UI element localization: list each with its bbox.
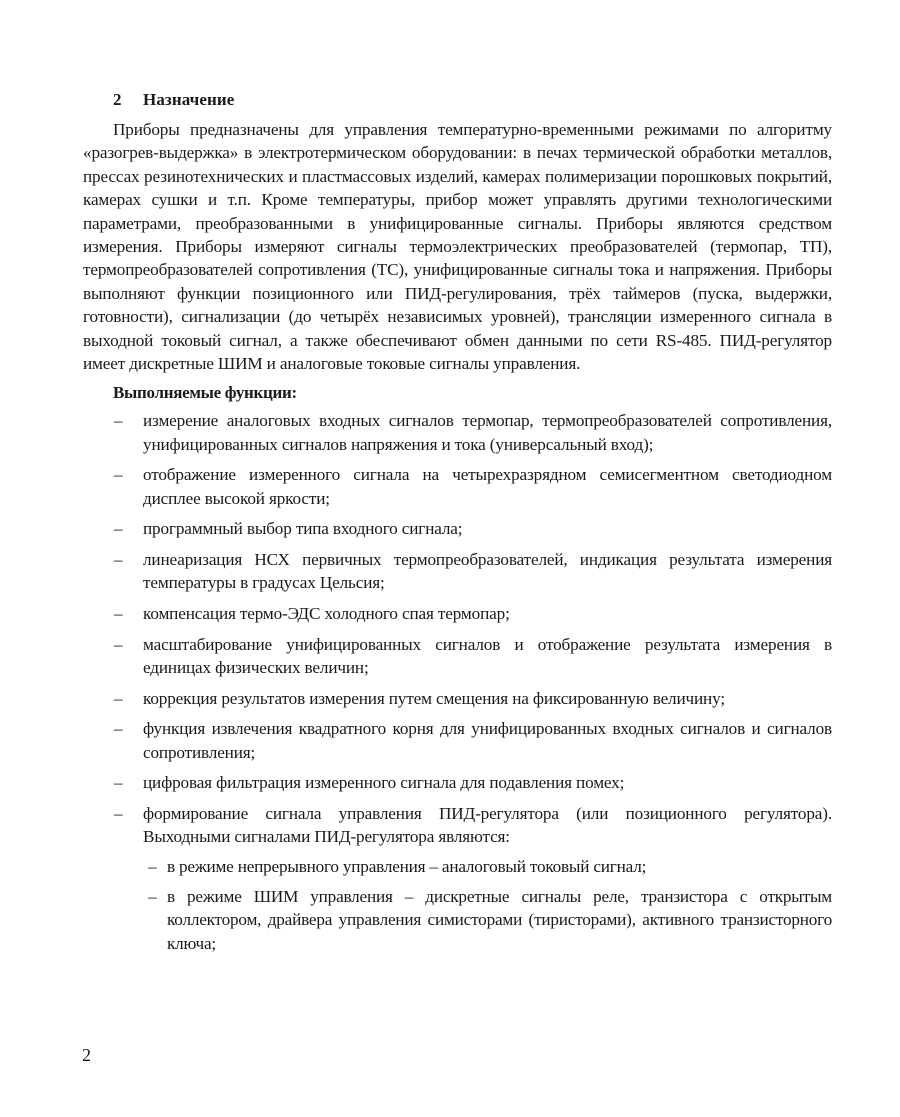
- list-item: – функция извлечения квадратного корня для унифицированных входных сигналов и сигналов сопротивления;: [114, 719, 832, 762]
- sublist-item: – в режиме непрерывного управления – аналоговый токовый сигнал;: [143, 855, 832, 878]
- dash-bullet: –: [114, 519, 123, 539]
- list-item: – коррекция результатов измерения путем смещения на фиксированную величину;: [83, 687, 832, 710]
- sublist-item: – в режиме ШИМ управления – дискретные сигналы реле, транзистора с открытым коллектором, драйвера управления симисторами (тиристорами), активного транзисторного ключа;: [148, 887, 832, 953]
- output-signals-sublist: [143, 855, 832, 956]
- section-number: 2: [113, 90, 122, 109]
- list-item: – отображение измеренного сигнала на четырехразрядном семисегментном светодиодном дисплее высокой яркости;: [114, 465, 832, 508]
- page-number: 2: [82, 1045, 91, 1065]
- list-item: – масштабирование унифицированных сигналов и отображение результата измерения в единицах физических величин;: [114, 634, 832, 678]
- dash-bullet: –: [114, 719, 123, 739]
- dash-bullet: –: [114, 803, 123, 823]
- dash-bullet: –: [114, 688, 123, 708]
- section-title: Назначение: [143, 90, 235, 109]
- document-page: [83, 88, 832, 962]
- functions-list: [83, 409, 832, 955]
- dash-bullet: –: [148, 887, 157, 907]
- dash-bullet: –: [114, 465, 123, 485]
- functions-heading: Выполняемые функции:: [113, 383, 297, 403]
- dash-bullet: –: [114, 773, 123, 793]
- dash-bullet: –: [114, 411, 123, 431]
- purpose-paragraph: Приборы предназначены для управления температурно-временными режимами по алгоритму «разогрев-выдержка» в электротермическом оборудовании: в печах термической обработки металлов, прессах резинотехнических и пластмассовых изделий, камерах полимеризации порошковых покрытий, камерах сушки и т.п. Кроме температуры, прибор может управлять другими технологическими параметрами, преобразованными в унифицированные сигналы. Приборы являются средством измерения. Приборы измеряют сигналы термоэлектрических преобразователей (термопар, ТП), термопреобразователей сопротивления (ТС), унифицированные сигналы тока и напряжения. Приборы выполняют функции позиционного или ПИД-регулирования, трёх таймеров (пуска, выдержки, готовности), сигнализации (до четырёх независимых уровней), трансляции измеренного сигнала в выходной токовый сигнал, а также обеспечивают обмен данными по сети RS-485. ПИД-регулятор имеет дискретные ШИМ и аналоговые токовые сигналы управления.: [83, 120, 832, 374]
- list-item: – линеаризация НСХ первичных термопреобразователей, индикация результата измерения температуры в градусах Цельсия;: [114, 550, 832, 593]
- dash-bullet: –: [114, 604, 123, 624]
- list-item: – программный выбор типа входного сигнала;: [83, 517, 832, 540]
- list-item: – формирование сигнала управления ПИД-регулятора (или позиционного регулятора). Выходными сигналами ПИД-регулятора являются: – в режиме непрерывного управления – аналоговый токовый сигнал; – в режиме ШИМ управления – дискретные сигналы реле, транзистора с открытым коллектором, драйвера управления симисторами (тиристорами), активного транзисторного ключа;: [83, 802, 832, 955]
- list-item: – компенсация термо-ЭДС холодного спая термопар;: [83, 602, 832, 625]
- dash-bullet: –: [114, 634, 123, 654]
- section-heading: [113, 88, 832, 112]
- dash-bullet: –: [148, 856, 157, 876]
- list-item: – цифровая фильтрация измеренного сигнала для подавления помех;: [83, 771, 832, 794]
- list-item: – измерение аналоговых входных сигналов термопар, термопреобразователей сопротивления, унифицированных сигналов напряжения и тока (универсальный вход);: [114, 411, 832, 454]
- dash-bullet: –: [114, 550, 123, 570]
